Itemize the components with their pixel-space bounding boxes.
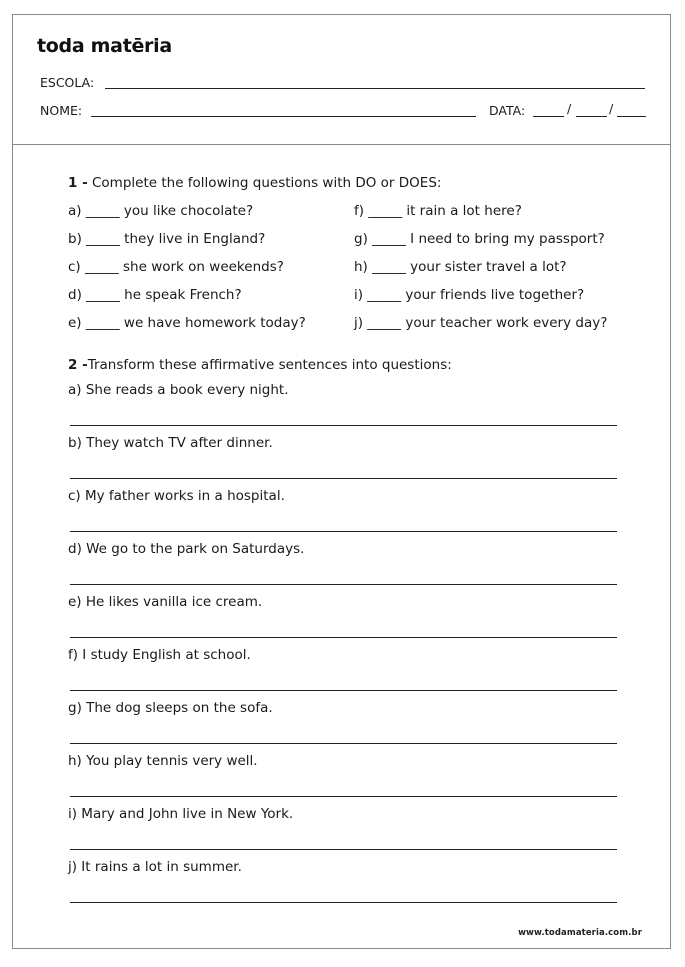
- date-separator: /: [567, 101, 572, 116]
- exercise-1-item: a) _____ you like chocolate?: [68, 203, 254, 219]
- answer-line[interactable]: [70, 690, 617, 691]
- answer-line[interactable]: [70, 743, 617, 744]
- exercise-1-instruction: Complete the following questions with DO or DOES:: [87, 175, 442, 191]
- answer-line[interactable]: [70, 531, 617, 532]
- exercise-1-item: c) _____ she work on weekends?: [68, 259, 284, 275]
- exercise-2-sentence: f) I study English at school.: [68, 647, 251, 663]
- exercise-2-sentence: e) He likes vanilla ice cream.: [68, 594, 263, 610]
- school-label: ESCOLA:: [40, 75, 95, 90]
- exercise-1-title: [68, 175, 441, 191]
- answer-line[interactable]: [70, 425, 617, 426]
- exercise-2-title: [68, 357, 452, 373]
- exercise-1-item: b) _____ they live in England?: [68, 231, 266, 247]
- date-day-field[interactable]: [533, 116, 564, 117]
- exercise-1-item: g) _____ I need to bring my passport?: [354, 231, 605, 247]
- date-year-field[interactable]: [617, 116, 646, 117]
- answer-line[interactable]: [70, 584, 617, 585]
- exercise-2-sentence: a) She reads a book every night.: [68, 382, 289, 398]
- exercise-2-instruction: Transform these affirmative sentences into questions:: [87, 357, 452, 373]
- answer-line[interactable]: [70, 902, 617, 903]
- exercise-1-item: d) _____ he speak French?: [68, 287, 242, 303]
- name-field[interactable]: [91, 116, 476, 117]
- date-month-field[interactable]: [576, 116, 607, 117]
- logo: toda matēria: [37, 35, 172, 57]
- exercise-2-sentence: i) Mary and John live in New York.: [68, 806, 294, 822]
- exercise-1-item: h) _____ your sister travel a lot?: [354, 259, 567, 275]
- exercise-2-sentence: h) You play tennis very well.: [68, 753, 258, 769]
- exercise-1-number: 1 -: [68, 175, 88, 191]
- answer-line[interactable]: [70, 796, 617, 797]
- answer-line[interactable]: [70, 849, 617, 850]
- header-divider: [13, 144, 670, 145]
- exercise-1-item: j) _____ your teacher work every day?: [354, 315, 608, 331]
- exercise-2-sentence: j) It rains a lot in summer.: [68, 859, 242, 875]
- date-separator: /: [609, 101, 614, 116]
- exercise-1-item: e) _____ we have homework today?: [68, 315, 306, 331]
- exercise-1-item: i) _____ your friends live together?: [354, 287, 585, 303]
- date-label: DATA:: [489, 103, 526, 118]
- answer-line[interactable]: [70, 637, 617, 638]
- name-label: NOME:: [40, 103, 83, 118]
- exercise-1-item: f) _____ it rain a lot here?: [354, 203, 522, 219]
- exercise-2-sentence: d) We go to the park on Saturdays.: [68, 541, 305, 557]
- exercise-2-sentence: g) The dog sleeps on the sofa.: [68, 700, 273, 716]
- school-field[interactable]: [105, 88, 645, 89]
- answer-line[interactable]: [70, 478, 617, 479]
- worksheet: [12, 14, 671, 949]
- exercise-2-sentence: c) My father works in a hospital.: [68, 488, 285, 504]
- exercise-2-sentence: b) They watch TV after dinner.: [68, 435, 273, 451]
- exercise-2-number: 2 -: [68, 357, 88, 373]
- footer-url[interactable]: www.todamateria.com.br: [518, 928, 642, 938]
